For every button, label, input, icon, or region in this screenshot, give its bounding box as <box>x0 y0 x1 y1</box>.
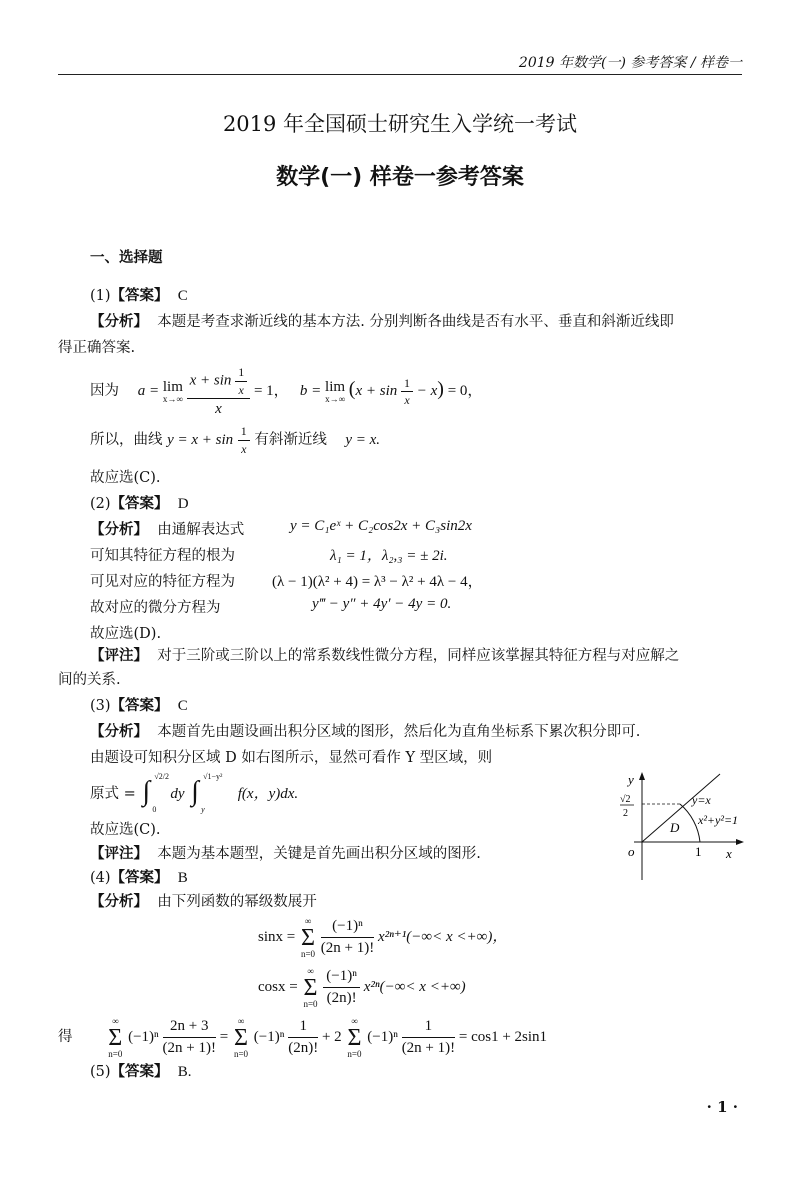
q1-lim-b: lim x→∞ <box>325 378 346 404</box>
q5-answer-line: (5)【答案】 B. <box>90 1064 192 1080</box>
q1-fraction: x + sin $\frac{1}{x}$ x <box>187 365 251 418</box>
q4-answer-line: (4)【答案】 B <box>90 870 188 886</box>
running-title: 2019 年数学(一) 参考答案 / 样卷一 <box>518 55 742 71</box>
q1-num: (1) <box>90 288 111 304</box>
q3-choose: 故应选(C). <box>90 822 161 838</box>
q3-comment: 【评注】 本题为基本题型，关键是首先画出积分区域的图形. <box>90 846 481 862</box>
q2-answer-line: (2)【答案】 D <box>90 496 189 512</box>
q2-comment-cont: 间的关系. <box>58 672 121 688</box>
q3-answer: C <box>177 698 188 714</box>
q1-choose: 故应选(C). <box>90 470 161 486</box>
q4-cos-series: cosx = ∞ Σ n=0 $\frac{\text{(−1)ⁿ}}{(2n)!}$ x²ⁿ(−∞< x <+∞) <box>258 965 466 1009</box>
fig-one-label: 1 <box>695 844 702 859</box>
fig-x-label: x <box>726 846 732 861</box>
q4-result: 得 ∞ Σ n=0 (−1)ⁿ $\frac{2n + 3}{(2n + 1)!}$ = ∞ Σ n=0 (−1)ⁿ $\frac{1}{(2n)!}$ + 2 ∞ Σ n=0 (−1)ⁿ $\frac{1}{(2n + 1)!}$ = cos1 + 2sin1 <box>58 1015 548 1059</box>
q1-analysis-text: 本题是考查求渐近线的基本方法. 分别判断各曲线是否有水平、垂直和斜渐近线即 <box>157 314 674 330</box>
q4-analysis: 【分析】 由下列函数的幂级数展开 <box>90 894 317 910</box>
fig-y-label: y <box>628 772 634 787</box>
y-axis-arrow <box>639 772 645 780</box>
q1-limit-formula: 因为 a = lim x→∞ x + sin $\frac{1}{x}$ x = 1， b = lim x→∞ (x + sin $\frac{1}{x}$ − x) = 0， <box>90 365 483 417</box>
q1-answer: C <box>177 288 188 304</box>
q2-comment: 【评注】 对于三阶或三阶以上的常系数线性微分方程，同样应该掌握其特征方程与对应解之 <box>90 648 680 664</box>
x-axis-arrow <box>736 839 744 845</box>
q3-analysis: 【分析】 本题首先由题设画出积分区域的图形，然后化为直角坐标系下累次积分即可. <box>90 724 641 740</box>
fig-line-label: y=x <box>692 793 711 807</box>
q1-lim-a: lim x→∞ <box>162 378 183 404</box>
q2-line3: 可见对应的特征方程为 <box>90 574 235 590</box>
q2-formula1: y = C₁eˣ + C₂cos2x + C₃sin2x <box>290 518 472 534</box>
q4-sin-series: sinx = ∞ Σ n=0 $\frac{\text{(−1)ⁿ}}{(2n + 1)!}$ x²ⁿ⁺¹(−∞< x <+∞)， <box>258 915 508 959</box>
q2-formula2: λ₁ = 1，λ₂,₃ = ± 2i. <box>330 548 448 564</box>
q1-analysis <box>90 310 674 331</box>
q2-line1: 【分析】 由通解表达式 <box>90 522 245 538</box>
q1-b-eq: b = <box>299 383 322 399</box>
q2-formula3: (λ − 1)(λ² + 4) = λ³ − λ² + 4λ − 4， <box>272 574 483 590</box>
region-figure <box>612 768 762 888</box>
q2-line4: 故对应的微分方程为 <box>90 600 221 616</box>
exam-title: 2019 年全国硕士研究生入学统一考试 <box>222 112 578 136</box>
q3-answer-line: (3)【答案】 C <box>90 698 188 714</box>
q1-answer-line <box>90 284 188 305</box>
answer-title: 数学(一) 样卷一参考答案 <box>276 165 524 190</box>
page-number: · 1 · <box>706 1098 738 1116</box>
running-header <box>58 48 742 75</box>
q3-integral: 原式 = ∫ √2/2 0 dy ∫ √1−y² y f(x，y)dx. <box>90 772 299 814</box>
q1-a-eq: a = <box>137 383 160 399</box>
q2-answer: D <box>177 496 189 512</box>
q1-analysis-cont: 得正确答案. <box>58 340 136 356</box>
fig-circle-label: x²+y²=1 <box>698 813 739 827</box>
q2-line2: 可知其特征方程的根为 <box>90 548 235 564</box>
q1-conclusion: 所以，曲线 y = x + sin $\frac{1}{x}$ 有斜渐近线 y = x. <box>90 424 381 456</box>
q2-choose: 故应选(D). <box>90 626 162 642</box>
fig-root2: √2 <box>620 794 631 805</box>
unit-circle-arc <box>680 804 700 842</box>
fig-two: 2 <box>623 808 628 819</box>
q5-answer: B. <box>177 1064 192 1080</box>
q4-answer: B <box>177 870 188 886</box>
fig-region-label: D <box>670 820 680 835</box>
answer-label: 【答案】 <box>110 288 169 304</box>
analysis-label: 【分析】 <box>90 314 148 330</box>
line-y-eq-x <box>642 774 720 842</box>
fig-origin-label: o <box>628 844 635 859</box>
q3-line2: 由题设可知积分区域 D 如右图所示，显然可看作 Y 型区域，则 <box>90 750 493 766</box>
q1-because: 因为 <box>90 383 119 399</box>
section-heading: 一、选择题 <box>90 250 163 266</box>
q2-formula4: y‴ − y″ + 4y′ − 4y = 0. <box>312 596 452 612</box>
